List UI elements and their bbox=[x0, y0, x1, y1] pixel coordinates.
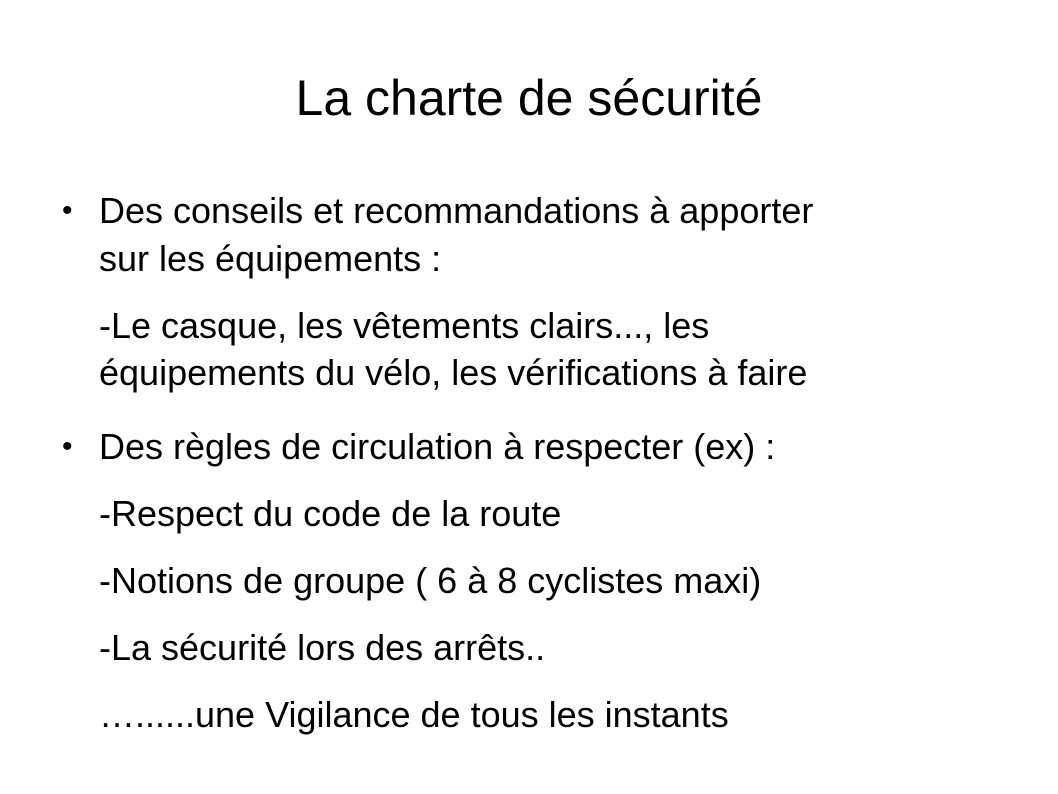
sub-item-text-line: équipements du vélo, les vérifications à faire bbox=[99, 352, 808, 393]
bullet-text-line: Des conseils et recommandations à apporter bbox=[99, 190, 814, 231]
bullet-marker: • bbox=[62, 194, 73, 227]
bullet-text-line: Des règles de circulation à respecter (ex) : bbox=[99, 426, 776, 467]
bullet-marker: • bbox=[62, 430, 73, 463]
sub-item-text-line: -La sécurité lors des arrêts.. bbox=[99, 627, 546, 668]
sub-item-text-line: -Respect du code de la route bbox=[99, 493, 562, 534]
sub-item-text-line: …......une Vigilance de tous les instants bbox=[99, 694, 729, 735]
slide-title: La charte de sécurité bbox=[295, 70, 763, 126]
sub-item-text-line: -Notions de groupe ( 6 à 8 cyclistes maxi) bbox=[99, 560, 762, 601]
bullet-text-line: sur les équipements : bbox=[99, 238, 442, 279]
sub-item-text-line: -Le casque, les vêtements clairs..., les bbox=[99, 305, 710, 346]
